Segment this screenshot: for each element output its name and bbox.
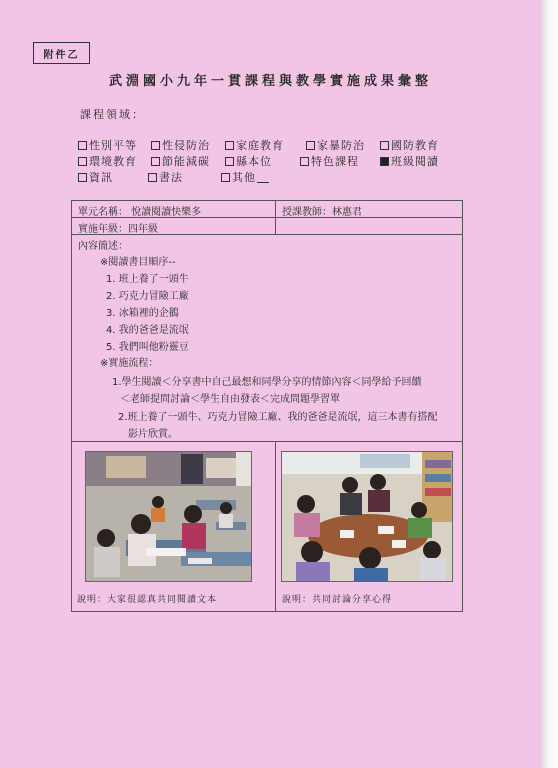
category-label: 其他 [232,171,256,184]
table-divider [72,441,462,442]
process-line: ＜老師提問討論＜學生自由發表＜完成問題學習單 [120,394,340,405]
checkbox-icon[interactable] [148,173,157,182]
category-checkboxes [78,137,478,187]
checkbox-icon[interactable] [151,157,160,166]
attachment-label: 附件乙 [33,42,90,64]
category-label: 性別平等 [89,139,137,152]
category-special[interactable] [300,153,359,169]
group-discussion-image [282,452,453,582]
category-info[interactable] [78,169,113,185]
category-other[interactable] [221,169,269,185]
checkbox-icon[interactable] [78,157,87,166]
category-label: 班級閱讀 [391,155,439,168]
checked-checkbox-icon[interactable] [380,157,389,166]
book-item: 1. 班上養了一頭牛 [106,274,189,285]
teacher: 授課教師：林惠君 [282,207,362,218]
table-divider [275,441,276,612]
category-county[interactable] [225,153,272,169]
category-gender[interactable] [78,137,137,153]
page-title: 武淵國小九年一貫課程與教學實施成果彙整 [108,74,432,89]
checkbox-icon[interactable] [78,173,87,182]
category-label: 家庭教育 [236,139,284,152]
course-area-label: 課程領域： [80,108,145,121]
checkbox-icon[interactable] [151,141,160,150]
checkbox-icon[interactable] [78,141,87,150]
category-family[interactable] [225,137,284,153]
caption-left: 說明：大家很認真共同閱讀文本 [77,595,218,605]
process-line: 1.學生閱讀＜分享書中自己最想和同學分享的情節內容＜同學給予回饋 [112,377,422,388]
group-discussion-photo [281,451,453,582]
category-label: 縣本位 [236,155,272,168]
classroom-reading-image [86,452,252,582]
category-class-reading[interactable] [380,153,439,169]
category-label: 國防教育 [391,139,439,152]
unit-name: 單元名稱： 悅讀閱讀快樂多 [78,207,202,218]
book-item: 5. 我們叫他粉靈豆 [106,342,189,353]
scan-edge [541,0,558,768]
checkbox-icon[interactable] [221,173,230,182]
category-sexual-assault[interactable] [151,137,210,153]
caption-right: 說明：共同討論分享心得 [282,595,393,605]
checkbox-icon[interactable] [225,141,234,150]
checkbox-icon[interactable] [300,157,309,166]
process-heading: ※實施流程： [100,358,159,369]
category-label: 節能減碳 [162,155,210,168]
results-table [71,200,463,612]
checkbox-icon[interactable] [306,141,315,150]
process-line: 2.班上養了一頭牛、巧克力冒險工廠、我的爸爸是流氓，這三本書有搭配 [118,412,438,423]
category-label: 環境教育 [89,155,137,168]
category-energy[interactable] [151,153,210,169]
category-label: 特色課程 [311,155,359,168]
category-label: 性侵防治 [162,139,210,152]
summary-label: 內容簡述： [78,241,128,252]
category-label: 資訊 [89,171,113,184]
book-item: 2. 巧克力冒險工廠 [106,291,189,302]
checkbox-icon[interactable] [225,157,234,166]
book-item: 4. 我的爸爸是流氓 [106,325,189,336]
checkbox-icon[interactable] [380,141,389,150]
category-domestic-violence[interactable] [306,137,365,153]
process-line: 影片欣賞。 [128,429,178,440]
book-order-heading: ※閱讀書目順序-- [100,257,176,268]
category-defense[interactable] [380,137,439,153]
book-item: 3. 冰箱裡的企鵝 [106,308,179,319]
classroom-reading-photo [85,451,252,582]
category-calligraphy[interactable] [148,169,183,185]
grade: 實施年級：四年級 [78,224,158,235]
category-label: 書法 [159,171,183,184]
category-label: 家暴防治 [317,139,365,152]
category-environment[interactable] [78,153,137,169]
other-blank [257,172,269,183]
table-divider [275,201,276,234]
